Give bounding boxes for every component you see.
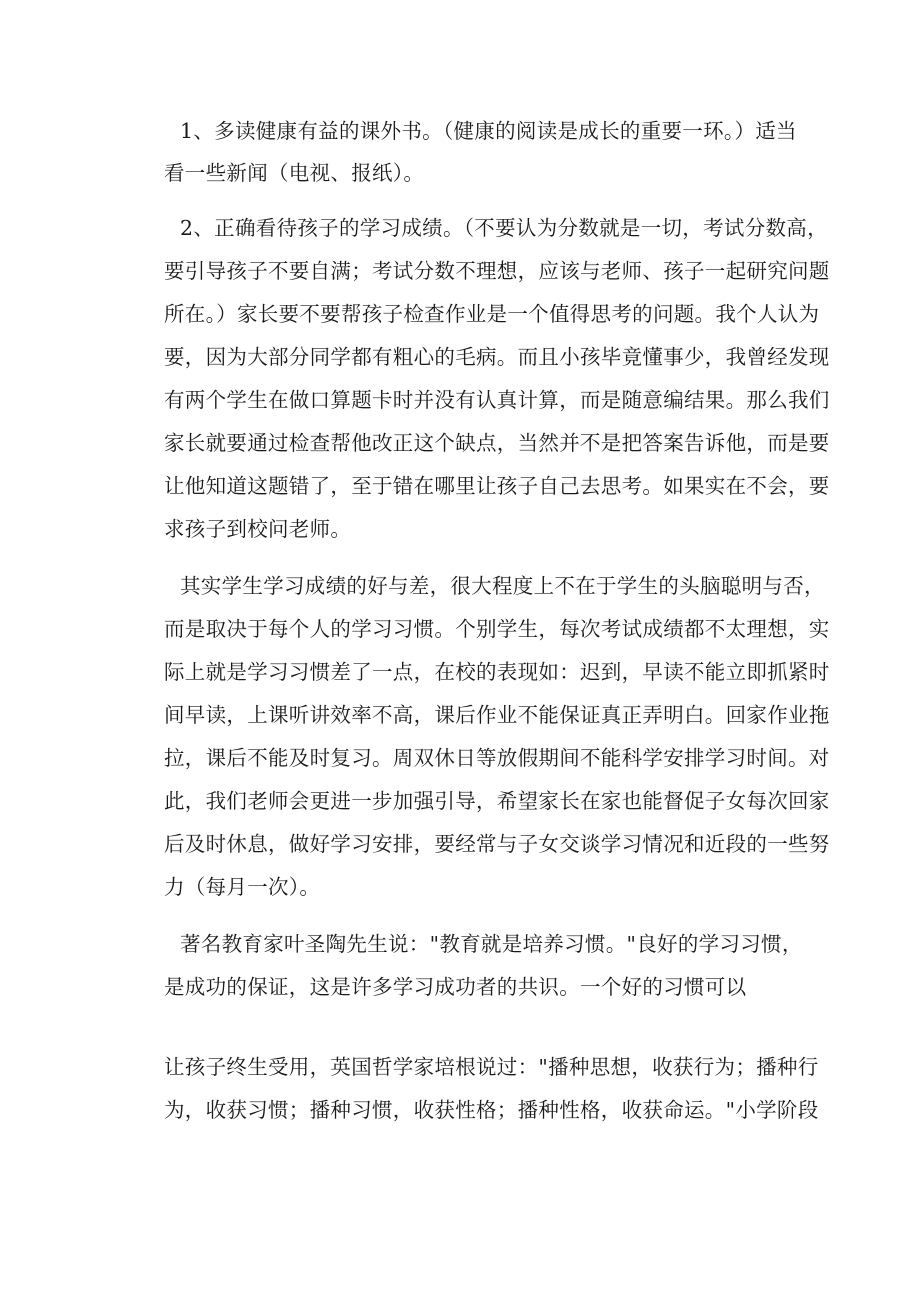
paragraph-5-line-1: 让孩子终生受用，英国哲学家培根说过："播种思想，收获行为；播种行 — [164, 1055, 819, 1079]
paragraph-3-line-4: 间早读，上课听讲效率不高，课后作业不能保证真正弄明白。回家作业拖 — [164, 703, 830, 727]
paragraph-2-line-3: 所在。）家长要不要帮孩子检查作业是一个值得思考的问题。我个人认为 — [164, 302, 820, 326]
paragraph-3-line-1: 其实学生学习成绩的好与差，很大程度上不在于学生的头脑聪明与否， — [180, 574, 825, 598]
paragraph-4-line-1: 著名教育家叶圣陶先生说："教育就是培养习惯。"良好的学习习惯， — [180, 932, 803, 956]
paragraph-1-line-1: 1、多读健康有益的课外书。（健康的阅读是成长的重要一环。）适当 — [180, 119, 797, 143]
paragraph-4-line-2: 是成功的保证，这是许多学习成功者的共识。一个好的习惯可以 — [164, 975, 747, 999]
paragraph-3-line-3: 际上就是学习习惯差了一点，在校的表现如：迟到，早读不能立即抓紧时 — [164, 660, 830, 684]
paragraph-3-line-6: 此，我们老师会更进一步加强引导，希望家长在家也能督促子女每次回家 — [164, 789, 830, 813]
paragraph-3-line-2: 而是取决于每个人的学习习惯。个别学生，每次考试成绩都不太理想，实 — [164, 617, 830, 641]
paragraph-2-line-1: 2、正确看待孩子的学习成绩。（不要认为分数就是一切，考试分数高， — [180, 216, 828, 240]
paragraph-1-line-2: 看一些新闻（电视、报纸）。 — [164, 161, 425, 185]
paragraph-2-line-4: 要，因为大部分同学都有粗心的毛病。而且小孩毕竟懂事少，我曾经发现 — [164, 345, 830, 369]
paragraph-2-line-7: 让他知道这题错了，至于错在哪里让孩子自己去思考。如果实在不会，要 — [164, 474, 830, 498]
paragraph-3-line-7: 后及时休息，做好学习安排，要经常与子女交谈学习情况和近段的一些努 — [164, 832, 830, 856]
paragraph-2-line-6: 家长就要通过检查帮他改正这个缺点，当然并不是把答案告诉他，而是要 — [164, 431, 830, 455]
paragraph-2-line-8: 求孩子到校问老师。 — [164, 517, 352, 541]
paragraph-5-line-2: 为，收获习惯；播种习惯，收获性格；播种性格，收获命运。"小学阶段 — [164, 1098, 819, 1122]
paragraph-3-line-5: 拉，课后不能及时复习。周双休日等放假期间不能科学安排学习时间。对 — [164, 746, 830, 770]
paragraph-3-line-8: 力（每月一次）。 — [164, 875, 321, 899]
paragraph-2-line-2: 要引导孩子不要自满；考试分数不理想，应该与老师、孩子一起研究问题 — [164, 259, 830, 283]
paragraph-2-line-5: 有两个学生在做口算题卡时并没有认真计算，而是随意编结果。那么我们 — [164, 388, 830, 412]
